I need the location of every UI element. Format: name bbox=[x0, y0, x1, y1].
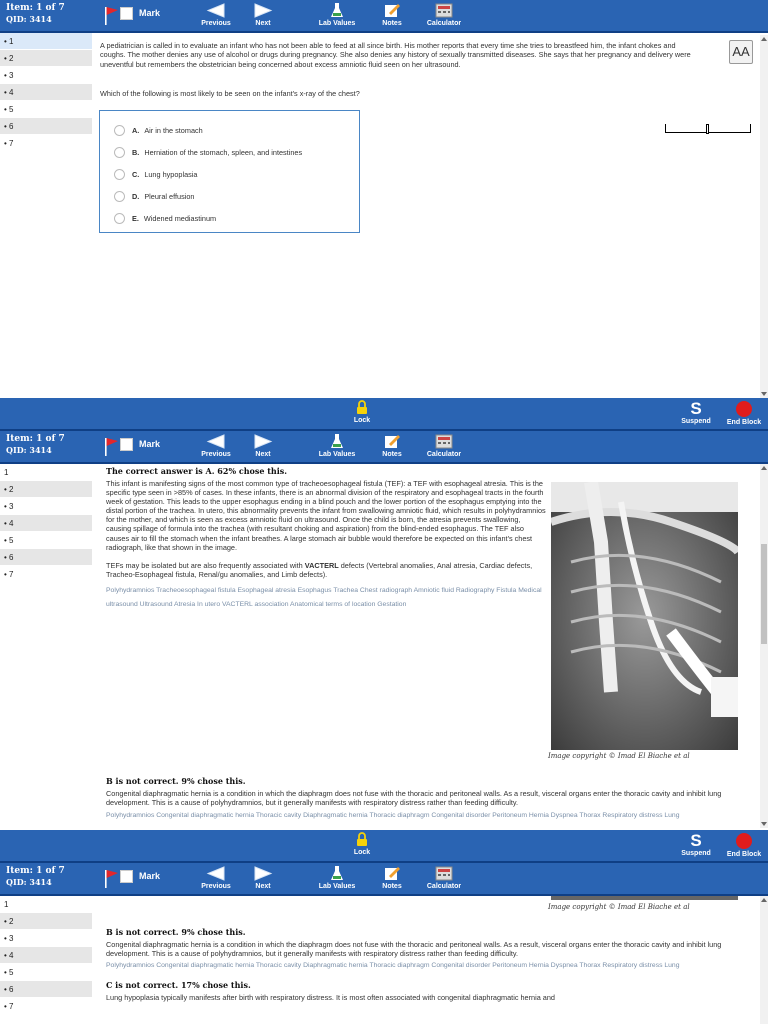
item-info bbox=[6, 866, 65, 888]
lock-button[interactable]: Lock bbox=[352, 400, 372, 424]
end-block-button[interactable]: End Block bbox=[722, 400, 766, 426]
suspend-button[interactable]: S Suspend bbox=[678, 400, 714, 425]
flag-icon[interactable] bbox=[103, 437, 119, 457]
question-list-item[interactable]: • 3 bbox=[0, 498, 92, 515]
lab-values-button[interactable]: Lab Values bbox=[314, 3, 360, 27]
choice-b-text: Congenital diaphragmatic hernia is a condition in which the diaphragm does not fuse with the thoracic and peritoneal walls. As a result, visceral organs enter the thoracic cavity and inhibit lung development. This is a cause of polyhydramnios, but it generally manifests with respiratory distress rather than feeding difficulty. bbox=[106, 789, 722, 808]
notepad-pencil-icon bbox=[383, 866, 401, 881]
next-button[interactable]: Next bbox=[250, 3, 276, 27]
related-tags[interactable]: Polyhydramnios Tracheoesophageal fistula Esophageal atresia Esophagus Trachea Chest radiograph Amniotic fluid Radiography Fistula Medical ultrasound Ultrasound Atresia In utero VACTERL association Anatomical terms of location Gestation bbox=[106, 586, 542, 608]
toolbar bbox=[0, 0, 768, 33]
next-button[interactable]: Next bbox=[250, 866, 276, 890]
radio-button[interactable] bbox=[114, 191, 125, 202]
item-counter: Item: 1 of 7 bbox=[6, 866, 65, 876]
lab-values-button[interactable]: Lab Values bbox=[314, 866, 360, 890]
answer-choice-b[interactable]: B. Herniation of the stomach, spleen, and intestines bbox=[100, 141, 359, 163]
question-list-item[interactable]: • 5 bbox=[0, 964, 92, 981]
mark-checkbox[interactable] bbox=[120, 7, 133, 20]
scroll-up-icon[interactable] bbox=[761, 37, 767, 41]
question-stem: A pediatrician is called in to evaluate an infant who has not been able to feed at all since birth. His mother reports that every time she tries to breastfeed him, the infant chokes and coughs. The mother denies any use of alcohol or drugs during pregnancy. She also denies any history of sexually transmitted diseases. She says that her pregnancy and delivery were uneventful but remembers the obstetrician being concerned about excess amniotic fluid seen on her ultrasound. bbox=[100, 41, 691, 69]
question-list-item[interactable]: • 7 bbox=[0, 566, 92, 583]
choice-c-text: Lung hypoplasia typically manifests after birth with respiratory distress. It is most often associated with congenital diaphragmatic hernia and bbox=[106, 993, 555, 1003]
lock-icon bbox=[356, 400, 368, 415]
arrow-right-icon bbox=[253, 434, 273, 449]
choice-b-explanation bbox=[92, 776, 760, 823]
stop-icon bbox=[736, 833, 752, 849]
calculator-button[interactable]: Calculator bbox=[423, 434, 465, 458]
radio-button[interactable] bbox=[114, 169, 125, 180]
lock-button[interactable]: Lock bbox=[352, 832, 372, 856]
question-list-item[interactable]: • 1 bbox=[0, 33, 92, 50]
question-list-item[interactable]: • 7 bbox=[0, 998, 92, 1015]
notes-button[interactable]: Notes bbox=[378, 866, 406, 890]
scroll-down-icon[interactable] bbox=[761, 822, 767, 826]
arrow-left-icon bbox=[206, 866, 226, 881]
calculator-icon bbox=[435, 434, 453, 449]
top-bar bbox=[0, 830, 768, 863]
qid-label: QID: 3414 bbox=[6, 14, 52, 24]
question-list-item[interactable]: • 3 bbox=[0, 67, 92, 84]
choice-b-heading: B is not correct. 9% chose this. bbox=[106, 776, 246, 786]
choice-c-heading: C is not correct. 17% chose this. bbox=[106, 980, 251, 991]
qid-label: QID: 3414 bbox=[6, 877, 52, 887]
previous-button[interactable]: Previous bbox=[196, 866, 236, 890]
choice-explanations bbox=[92, 927, 760, 1002]
question-list-item[interactable]: • 6 bbox=[0, 981, 92, 998]
toolbar bbox=[0, 863, 768, 896]
font-size-button[interactable]: AA bbox=[729, 40, 753, 64]
question-list-item[interactable]: • 3 bbox=[0, 930, 92, 947]
question-list-item[interactable]: • 2 bbox=[0, 50, 92, 67]
question-list-item[interactable]: • 2 bbox=[0, 481, 92, 498]
notepad-pencil-icon bbox=[383, 434, 401, 449]
mark-label: Mark bbox=[139, 871, 161, 881]
arrow-left-icon bbox=[206, 434, 226, 449]
image-copyright: Image copyright © Imad El Biache et al bbox=[548, 752, 690, 760]
mark-label: Mark bbox=[139, 439, 161, 449]
chest-xray-image-edge bbox=[551, 896, 738, 900]
scroll-up-icon[interactable] bbox=[761, 898, 767, 902]
question-list-item[interactable]: • 6 bbox=[0, 118, 92, 135]
answer-choice-a[interactable]: A. Air in the stomach bbox=[100, 119, 359, 141]
previous-button[interactable]: Previous bbox=[196, 434, 236, 458]
suspend-icon: S bbox=[690, 399, 702, 418]
question-list-item[interactable]: • 2 bbox=[0, 913, 92, 930]
suspend-button[interactable]: S Suspend bbox=[678, 832, 714, 857]
vacterl-text: TEFs may be isolated but are also frequently associated with VACTERL defects (Vertebral anomalies, Anal atresia, Cardiac defects, Tracheo-Esophageal fistula, Renal/gu anomalies, and Limb defects). bbox=[106, 560, 533, 579]
answer-choice-d[interactable]: D. Pleural effusion bbox=[100, 185, 359, 207]
scroll-down-icon[interactable] bbox=[761, 392, 767, 396]
scrollbar[interactable] bbox=[760, 464, 768, 828]
flag-icon[interactable] bbox=[103, 869, 119, 889]
choice-b-text: Congenital diaphragmatic hernia is a condition in which the diaphragm does not fuse with the thoracic and peritoneal walls. As a result, visceral organs enter the thoracic cavity and inhibit lung development. This is a cause of polyhydramnios, but it generally manifests with respiratory distress rather than feeding difficulty. bbox=[106, 940, 722, 959]
toolbar bbox=[0, 431, 768, 464]
question-list bbox=[0, 464, 92, 583]
answer-choice-c[interactable]: C. Lung hypoplasia bbox=[100, 163, 359, 185]
question-list-item[interactable]: • 4 bbox=[0, 515, 92, 532]
item-info bbox=[6, 3, 65, 25]
item-info bbox=[6, 434, 65, 456]
calculator-icon bbox=[435, 866, 453, 881]
explanation-panel-scrolled bbox=[0, 830, 768, 1024]
question-prompt: Which of the following is most likely to be seen on the infant's x-ray of the chest? bbox=[100, 88, 360, 98]
lock-icon bbox=[356, 832, 368, 847]
question-list-item[interactable]: • 4 bbox=[0, 84, 92, 101]
qid-label: QID: 3414 bbox=[6, 445, 52, 455]
lab-values-button[interactable]: Lab Values bbox=[314, 434, 360, 458]
stop-icon bbox=[736, 401, 752, 417]
arrow-right-icon bbox=[253, 866, 273, 881]
end-block-button[interactable]: End Block bbox=[722, 832, 766, 858]
flag-icon[interactable] bbox=[103, 6, 119, 26]
question-list bbox=[0, 896, 92, 1015]
question-list-item[interactable]: • 4 bbox=[0, 947, 92, 964]
top-bar bbox=[0, 398, 768, 431]
mark-label: Mark bbox=[139, 8, 161, 18]
radio-button[interactable] bbox=[114, 125, 125, 136]
explanation-text: This infant is manifesting signs of the most common type of tracheoesophageal fistula (TEF): a TEF with esophageal atresia. This is the specific type seen in >85% of cases. In these infants, there is an abnormal division of the respiratory and esophageal tracts in the fourth week of gestation. This leads to the upper esophagus ending in a blind pouch and the lower portion of the esophagus emptying into the distal portion of the trachea. In utero, this abnormality prevents the infant from swallowing amniotic fluid, which results in polyhydramnios for the mother, and which is seen as excess amniotic fluid on ultrasound. Once the child is born, the atresia prevents swallowing, causing spillage of formula into the trachea (with resultant choking and aspiration) from the blind-ended esophagus. The TEF also causes air to fill the stomach when the infant breathes. A large stomach air bubble would therefore be expected on this infant's chest radiograph, like that shown in the image. bbox=[106, 479, 546, 552]
radio-button[interactable] bbox=[114, 147, 125, 158]
question-list-item[interactable]: • 6 bbox=[0, 549, 92, 566]
font-size-slider[interactable] bbox=[665, 124, 751, 134]
arrow-right-icon bbox=[253, 3, 273, 18]
calculator-button[interactable]: Calculator bbox=[423, 3, 465, 27]
calculator-icon bbox=[435, 3, 453, 18]
choice-b-heading: B is not correct. 9% chose this. bbox=[106, 927, 246, 937]
question-list-item[interactable]: • 5 bbox=[0, 101, 92, 118]
question-list-item[interactable]: 1 bbox=[0, 896, 92, 913]
arrow-left-icon bbox=[206, 3, 226, 18]
chest-xray-image bbox=[551, 482, 738, 750]
correct-answer-heading: The correct answer is A. 62% chose this. bbox=[106, 466, 288, 476]
slider-thumb[interactable] bbox=[706, 124, 709, 134]
related-tags[interactable]: Polyhydramnios Congenital diaphragmatic hernia Thoracic cavity Diaphragmatic hernia Thoracic diaphragm Congenital disorder Peritoneum Hernia Dyspnea Thorax Respiratory distress Lung bbox=[106, 812, 680, 820]
scroll-up-icon[interactable] bbox=[761, 466, 767, 470]
question-content bbox=[92, 35, 760, 233]
question-list-item[interactable]: • 5 bbox=[0, 532, 92, 549]
mark-checkbox[interactable] bbox=[120, 870, 133, 883]
answer-choices bbox=[99, 110, 360, 233]
question-panel bbox=[0, 0, 768, 398]
question-list-item[interactable]: 1 bbox=[0, 464, 92, 481]
scrollbar[interactable] bbox=[760, 896, 768, 1024]
notepad-pencil-icon bbox=[383, 3, 401, 18]
flask-icon bbox=[330, 866, 344, 881]
scrollbar[interactable] bbox=[760, 35, 768, 398]
question-list bbox=[0, 33, 92, 152]
radio-button[interactable] bbox=[114, 213, 125, 224]
item-counter: Item: 1 of 7 bbox=[6, 434, 65, 444]
mark-checkbox[interactable] bbox=[120, 438, 133, 451]
item-counter: Item: 1 of 7 bbox=[6, 3, 65, 13]
xray-illustration bbox=[551, 482, 738, 750]
question-list-item[interactable]: • 7 bbox=[0, 135, 92, 152]
next-button[interactable]: Next bbox=[250, 434, 276, 458]
answer-choice-e[interactable]: E. Widened mediastinum bbox=[100, 207, 359, 229]
explanation-panel bbox=[0, 398, 768, 828]
calculator-button[interactable]: Calculator bbox=[423, 866, 465, 890]
flask-icon bbox=[330, 3, 344, 18]
previous-button[interactable]: Previous bbox=[196, 3, 236, 27]
flask-icon bbox=[330, 434, 344, 449]
suspend-icon: S bbox=[690, 831, 702, 850]
related-tags[interactable]: Polyhydramnios Congenital diaphragmatic hernia Thoracic cavity Diaphragmatic hernia Thoracic diaphragm Congenital disorder Peritoneum Hernia Dyspnea Thorax Respiratory distress Lung bbox=[106, 962, 680, 970]
notes-button[interactable]: Notes bbox=[378, 3, 406, 27]
notes-button[interactable]: Notes bbox=[378, 434, 406, 458]
image-copyright: Image copyright © Imad El Biache et al bbox=[548, 903, 690, 911]
scroll-thumb[interactable] bbox=[761, 544, 767, 644]
